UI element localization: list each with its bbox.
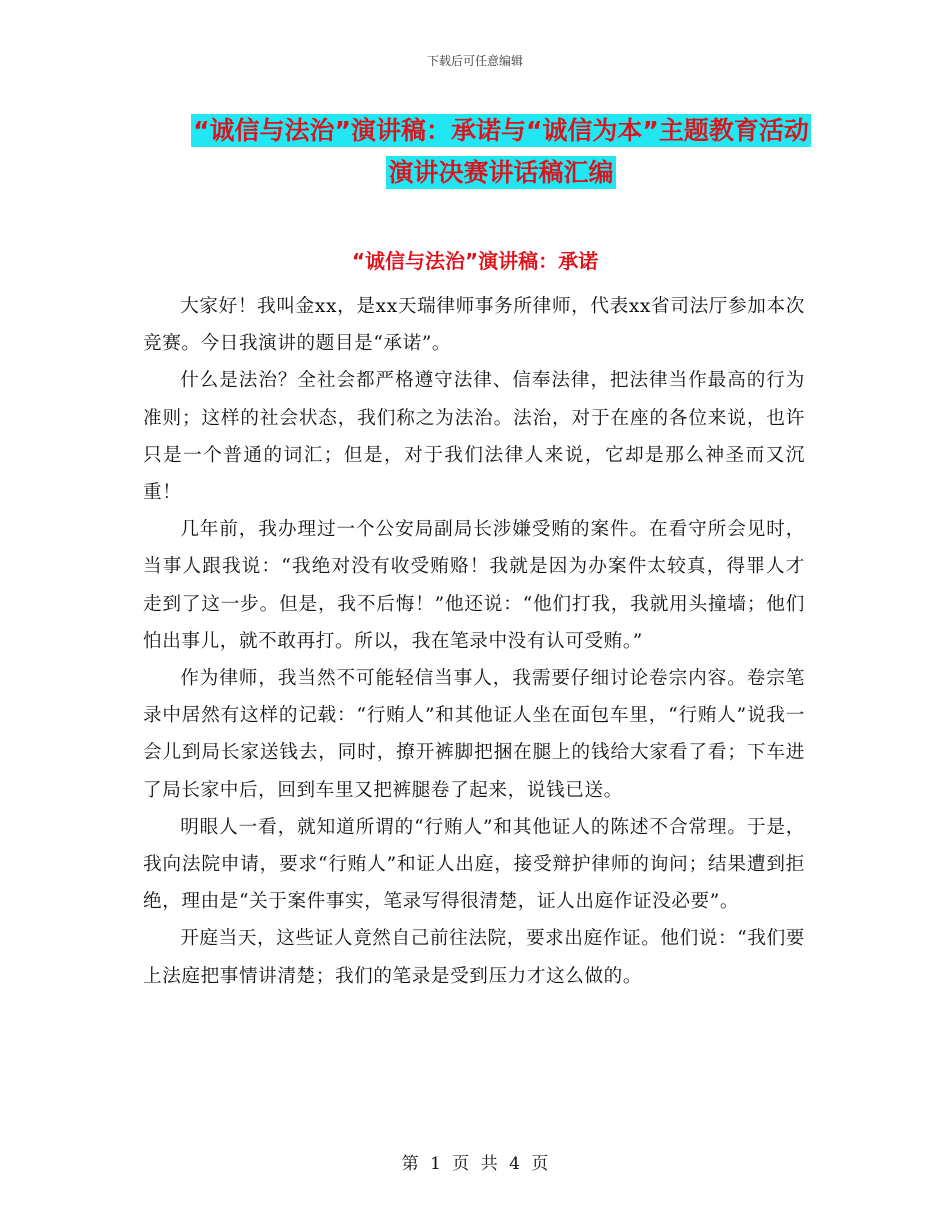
header-note: 下载后可任意编辑 <box>426 54 523 68</box>
paragraph: 开庭当天，这些证人竟然自己前往法院，要求出庭作证。他们说：“我们要上法庭把事情讲清楚；我们的笔录是受到压力才这么做的。 <box>143 928 805 987</box>
section-title: “诚信与法治”演讲稿：承诺 <box>351 249 599 273</box>
paragraph: 明眼人一看，就知道所谓的“行贿人”和其他证人的陈述不合常理。于是，我向法院申请，要求“行贿人”和证人出庭，接受辩护律师的询问；结果遭到拒绝，理由是“关于案件事实，笔录写得很清楚，证人出庭作证没必要”。 <box>143 816 805 913</box>
paragraph: 大家好！我叫金xx，是xx天瑞律师事务所律师，代表xx省司法厅参加本次竞赛。今日我演讲的题目是“承诺”。 <box>143 296 805 355</box>
paragraph: 什么是法治？全社会都严格遵守法律、信奉法律，把法律当作最高的行为准则；这样的社会状态，我们称之为法治。法治，对于在座的各位来说，也许只是一个普通的词汇；但是，对于我们法律人来说，它却是那么神圣而又沉重！ <box>143 370 805 504</box>
page-footer: 第 1 页 共 4 页 <box>401 1154 549 1174</box>
paragraph: 几年前，我办理过一个公安局副局长涉嫌受贿的案件。在看守所会见时，当事人跟我说：“我绝对没有收受贿赂！我就是因为办案件太较真，得罪人才走到了这一步。但是，我不后悔！”他还说：“他们打我，我就用头撞墙；他们怕出事儿，就不敢再打。所以，我在笔录中没有认可受贿。” <box>143 519 805 652</box>
paragraph: 作为律师，我当然不可能轻信当事人，我需要仔细讨论卷宗内容。卷宗笔录中居然有这样的记载：“行贿人”和其他证人坐在面包车里，“行贿人”说我一会儿到局长家送钱去，同时，撩开裤脚把捆在腿上的钱给大家看了看；下车进了局长家中后，回到车里又把裤腿卷了起来，说钱已送。 <box>143 668 805 801</box>
document-body <box>143 288 805 995</box>
document-title-text: “诚信与法治”演讲稿：承诺与“诚信为本”主题教育活动演讲决赛讲话稿汇编 <box>193 116 809 187</box>
document-title <box>186 110 816 194</box>
